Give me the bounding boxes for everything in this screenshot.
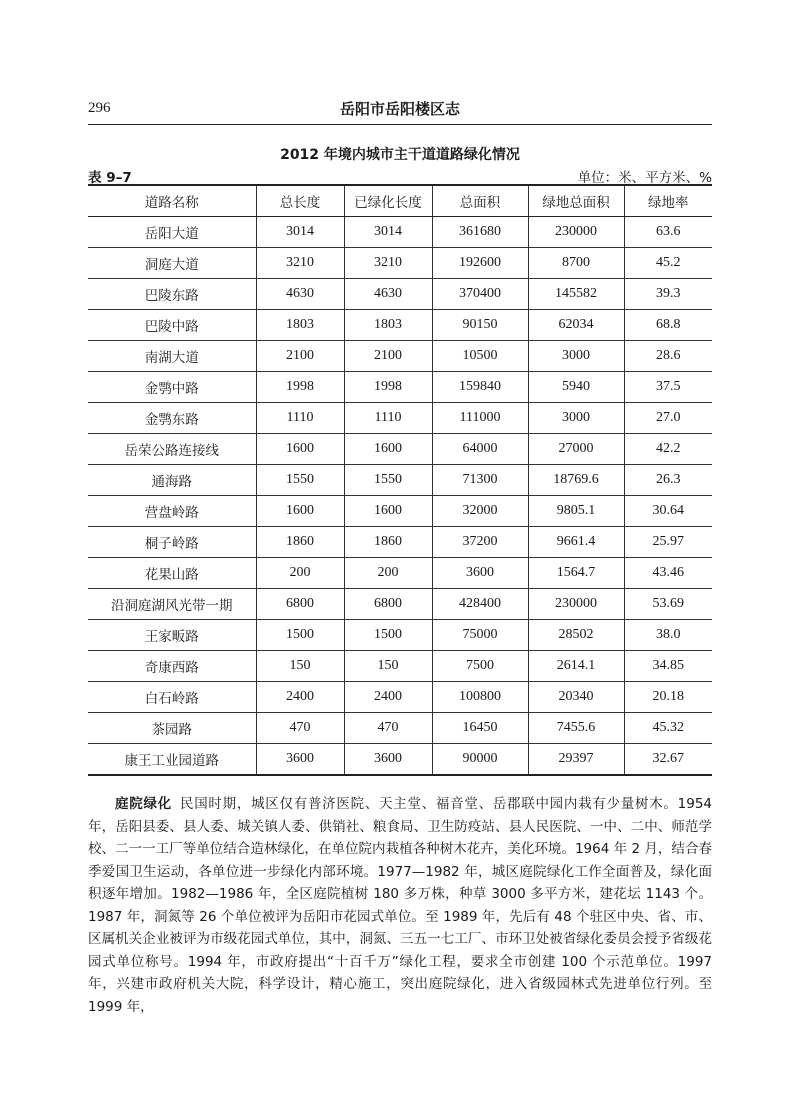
value-cell: 90000 [432,744,528,776]
value-cell: 3000 [528,403,624,434]
value-cell: 1600 [256,434,344,465]
value-cell: 20.18 [624,682,712,713]
road-name-cell: 金鹗东路 [88,403,256,434]
value-cell: 71300 [432,465,528,496]
value-cell: 1600 [256,496,344,527]
value-cell: 62034 [528,310,624,341]
value-cell: 25.97 [624,527,712,558]
value-cell: 27000 [528,434,624,465]
road-name-cell: 通海路 [88,465,256,496]
value-cell: 42.2 [624,434,712,465]
value-cell: 30.64 [624,496,712,527]
value-cell: 470 [344,713,432,744]
value-cell: 43.46 [624,558,712,589]
value-cell: 4630 [344,279,432,310]
value-cell: 34.85 [624,651,712,682]
value-cell: 63.6 [624,217,712,248]
page-header [88,96,712,122]
value-cell: 3014 [256,217,344,248]
value-cell: 2100 [256,341,344,372]
value-cell: 18769.6 [528,465,624,496]
value-cell: 2400 [344,682,432,713]
value-cell: 28.6 [624,341,712,372]
road-name-cell: 花果山路 [88,558,256,589]
value-cell: 7500 [432,651,528,682]
value-cell: 38.0 [624,620,712,651]
paragraph-text: 民国时期，城区仅有普济医院、天主堂、福音堂、岳郡联中园内栽有少量树木。1954 年，岳阳县委、县人委、城关镇人委、供销社、粮食局、卫生防疫站、县人民医院、一中、二中、师范学校、二一一工厂等单位结合造林绿化，在单位院内栽植各种树木花卉，美化环境。1964 年 2 月，结合春季爱国卫生运动，各单位进一步绿化内部环境。1977—1982 年，城区庭院绿化工作全面普及，绿化面积逐年增加。1982—1986 年，全区庭院植树 180 多万株，种草 3000 多平方米，建花坛 1143 个。1987 年，洞氮等 26 个单位被评为岳阳市花园式单位。至 1989 年，先后有 48 个驻区中央、省、市、区属机关企业被评为市级花园式单位，其中，洞氮、三五一七工厂、市环卫处被省绿化委员会授予省级花园式单位称号。1994 年，市政府提出“十百千万”绿化工程，要求全市创建 100 个示范单位。1997 年，兴建市政府机关大院，科学设计，精心施工，突出庭院绿化，进入省级园林式先进单位行列。至 1999 年， [88,796,713,1015]
value-cell: 5940 [528,372,624,403]
value-cell: 1860 [256,527,344,558]
value-cell: 53.69 [624,589,712,620]
table-row [88,341,712,372]
book-title: 岳阳市岳阳楼区志 [339,100,460,118]
table-row [88,496,712,527]
value-cell: 90150 [432,310,528,341]
table-row [88,403,712,434]
value-cell: 26.3 [624,465,712,496]
column-header: 道路名称 [88,185,256,217]
value-cell: 361680 [432,217,528,248]
value-cell: 9661.4 [528,527,624,558]
table-row [88,558,712,589]
table-header-row [88,185,712,217]
value-cell: 1803 [256,310,344,341]
road-name-cell: 康王工业园道路 [88,744,256,776]
value-cell: 1110 [344,403,432,434]
table-title: 2012 年境内城市主干道道路绿化情况 [280,147,520,163]
table-row [88,713,712,744]
value-cell: 32000 [432,496,528,527]
value-cell: 29397 [528,744,624,776]
value-cell: 111000 [432,403,528,434]
value-cell: 2614.1 [528,651,624,682]
value-cell: 1860 [344,527,432,558]
table-row [88,217,712,248]
value-cell: 150 [344,651,432,682]
road-name-cell: 沿洞庭湖风光带一期 [88,589,256,620]
value-cell: 200 [344,558,432,589]
road-name-cell: 白石岭路 [88,682,256,713]
road-name-cell: 岳荣公路连接线 [88,434,256,465]
value-cell: 200 [256,558,344,589]
value-cell: 3210 [344,248,432,279]
value-cell: 230000 [528,589,624,620]
table-row [88,310,712,341]
value-cell: 1110 [256,403,344,434]
header-divider [88,124,712,125]
table-row [88,434,712,465]
value-cell: 68.8 [624,310,712,341]
table-unit: 单位：米、平方米、% [577,170,712,186]
value-cell: 428400 [432,589,528,620]
column-header: 已绿化长度 [344,185,432,217]
value-cell: 4630 [256,279,344,310]
value-cell: 64000 [432,434,528,465]
value-cell: 1500 [344,620,432,651]
value-cell: 1564.7 [528,558,624,589]
value-cell: 75000 [432,620,528,651]
table-row [88,465,712,496]
road-name-cell: 营盘岭路 [88,496,256,527]
column-header: 总面积 [432,185,528,217]
table-row [88,527,712,558]
road-name-cell: 桐子岭路 [88,527,256,558]
value-cell: 2100 [344,341,432,372]
value-cell: 3600 [256,744,344,776]
paragraph-lead: 庭院绿化 [115,796,172,812]
value-cell: 2400 [256,682,344,713]
table-row [88,744,712,776]
value-cell: 37200 [432,527,528,558]
value-cell: 192600 [432,248,528,279]
value-cell: 27.0 [624,403,712,434]
value-cell: 1803 [344,310,432,341]
table-row [88,372,712,403]
road-name-cell: 巴陵中路 [88,310,256,341]
value-cell: 1998 [344,372,432,403]
road-name-cell: 王家畈路 [88,620,256,651]
value-cell: 230000 [528,217,624,248]
table-row [88,248,712,279]
value-cell: 37.5 [624,372,712,403]
value-cell: 150 [256,651,344,682]
body-paragraph [88,793,712,1018]
column-header: 总长度 [256,185,344,217]
value-cell: 3014 [344,217,432,248]
value-cell: 1500 [256,620,344,651]
road-name-cell: 南湖大道 [88,341,256,372]
value-cell: 28502 [528,620,624,651]
value-cell: 10500 [432,341,528,372]
value-cell: 1550 [344,465,432,496]
value-cell: 470 [256,713,344,744]
value-cell: 1998 [256,372,344,403]
road-greening-table [88,184,712,776]
value-cell: 16450 [432,713,528,744]
value-cell: 1600 [344,496,432,527]
table-row [88,620,712,651]
value-cell: 3600 [432,558,528,589]
table-row [88,589,712,620]
value-cell: 6800 [344,589,432,620]
table-row [88,682,712,713]
value-cell: 45.32 [624,713,712,744]
column-header: 绿地总面积 [528,185,624,217]
value-cell: 3000 [528,341,624,372]
value-cell: 45.2 [624,248,712,279]
value-cell: 9805.1 [528,496,624,527]
value-cell: 32.67 [624,744,712,776]
value-cell: 159840 [432,372,528,403]
table-number: 表 9–7 [88,170,132,186]
road-name-cell: 岳阳大道 [88,217,256,248]
table-row [88,651,712,682]
value-cell: 6800 [256,589,344,620]
table-body [88,217,712,776]
page-number: 296 [88,100,111,116]
road-name-cell: 奇康西路 [88,651,256,682]
column-header: 绿地率 [624,185,712,217]
value-cell: 8700 [528,248,624,279]
value-cell: 1600 [344,434,432,465]
road-name-cell: 茶园路 [88,713,256,744]
road-name-cell: 洞庭大道 [88,248,256,279]
road-name-cell: 巴陵东路 [88,279,256,310]
value-cell: 7455.6 [528,713,624,744]
value-cell: 39.3 [624,279,712,310]
value-cell: 1550 [256,465,344,496]
value-cell: 3210 [256,248,344,279]
value-cell: 370400 [432,279,528,310]
value-cell: 3600 [344,744,432,776]
road-name-cell: 金鹗中路 [88,372,256,403]
value-cell: 20340 [528,682,624,713]
value-cell: 100800 [432,682,528,713]
value-cell: 145582 [528,279,624,310]
table-row [88,279,712,310]
